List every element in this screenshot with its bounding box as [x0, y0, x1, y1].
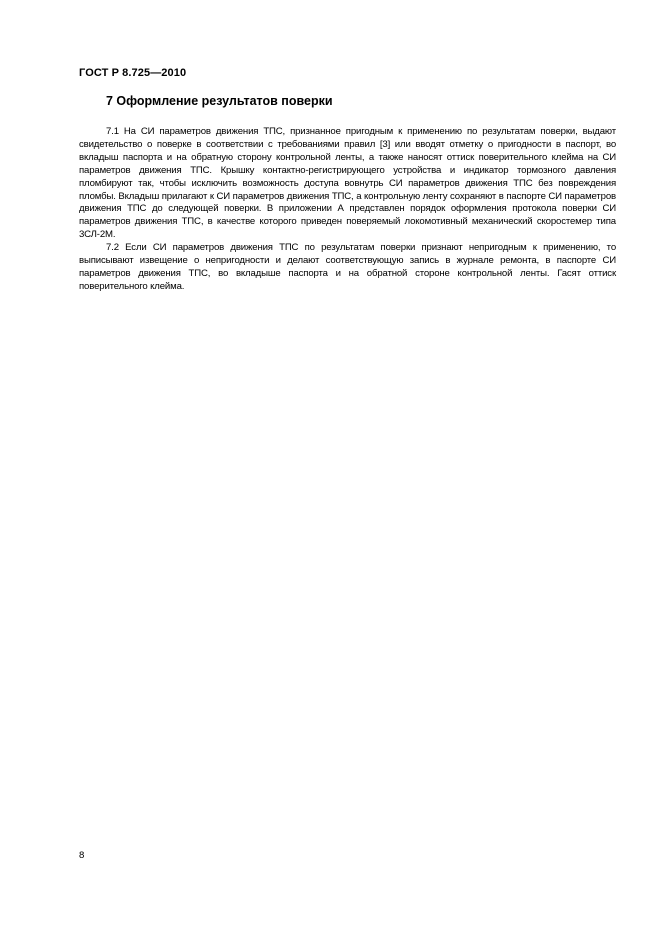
- section-body: [79, 126, 616, 294]
- document-code-header: ГОСТ Р 8.725—2010: [79, 67, 187, 79]
- page-number: 8: [79, 850, 85, 861]
- paragraph-7-1: 7.1 На СИ параметров движения ТПС, признанное пригодным к применению по результатам поверки, выдают свидетельство о поверке в соответствии с требованиями правил [3] или вводят отметку о пригодности в паспорт, во вкладыш паспорта и на обратную сторону контрольной ленты, а также наносят оттиск поверительного клейма на СИ параметров движения ТПС. Крышку контактно-регистрирующего устройства и индикатор тормозного давления пломбируют так, чтобы исключить возможность доступа вовнутрь СИ параметров движения ТПС без повреждения пломбы. Вкладыш прилагают к СИ параметров движения ТПС, а контрольную ленту сохраняют в паспорте СИ параметров движения ТПС до следующей поверки. В приложении А представлен порядок оформления протокола поверки СИ параметров движения ТПС, в качестве которого приведен поверяемый локомотивный механический скоростемер типа 3СЛ-2М.: [79, 126, 616, 241]
- section-heading: 7 Оформление результатов поверки: [106, 94, 333, 108]
- paragraph-7-2: 7.2 Если СИ параметров движения ТПС по результатам поверки признают непригодным к применению, то выписывают извещение о непригодности и делают соответствующую запись в журнале ремонта, в паспорте СИ параметров движения ТПС, во вкладыше паспорта и на обратной стороне контрольной ленты. Гасят оттиск поверительного клейма.: [79, 242, 616, 292]
